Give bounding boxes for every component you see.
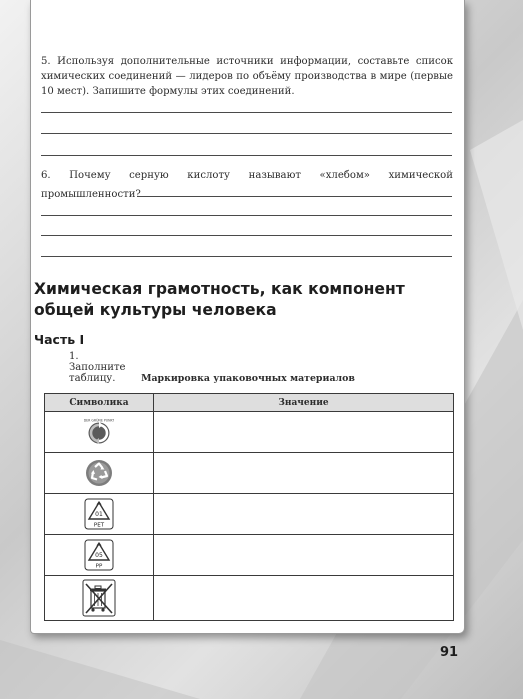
answer-line (137, 196, 452, 197)
symbol-cell (45, 535, 154, 576)
table-header-row (45, 394, 454, 412)
answer-line (41, 235, 452, 236)
header-symbol: Символика (45, 394, 154, 412)
symbol-cell (45, 576, 154, 621)
question-6-text: 6. Почему серную кислоту называют «хлебом» химической промышленности? (41, 170, 453, 200)
green-dot-icon (84, 417, 114, 447)
table-caption: Маркировка упаковочных материалов (141, 373, 355, 384)
pet-01-recycling-icon (84, 498, 114, 530)
answer-line (41, 133, 452, 134)
answer-line (41, 256, 452, 257)
part-heading: Часть I (34, 332, 85, 347)
meaning-cell[interactable] (154, 576, 454, 621)
pp-label: PP (95, 563, 103, 570)
answer-line (41, 215, 452, 216)
pp-05-recycling-icon (84, 539, 114, 571)
pet-code: 01 (95, 511, 103, 518)
header-meaning: Значение (154, 394, 454, 412)
meaning-cell[interactable] (154, 453, 454, 494)
pp-code: 05 (95, 552, 103, 559)
answer-line (41, 112, 452, 113)
green-dot-label: DER GRÜNE PUNKT (84, 418, 114, 423)
table-row (45, 412, 454, 453)
section-title: Химическая грамотность, как компонент общей культуры человека (34, 280, 405, 319)
symbol-cell (45, 412, 154, 453)
answer-line (41, 155, 452, 156)
task-instruction: 1. Заполните таблицу. (69, 351, 126, 384)
marking-table (44, 393, 454, 621)
recycling-circle-icon (84, 458, 114, 488)
table-row (45, 494, 454, 535)
meaning-cell[interactable] (154, 412, 454, 453)
pet-label: PET (93, 522, 105, 529)
page-number: 91 (440, 645, 459, 660)
symbol-cell (45, 494, 154, 535)
table-row (45, 453, 454, 494)
table-row (45, 535, 454, 576)
symbol-cell (45, 453, 154, 494)
table-row (45, 576, 454, 621)
question-5-text: 5. Используя дополнительные источники информации, составьте список химических соединений — лидеров по объёму производства в мире (первые 10 мест). Запишите формулы этих соединений. (41, 56, 453, 97)
crossed-out-bin-icon (82, 579, 116, 617)
meaning-cell[interactable] (154, 494, 454, 535)
meaning-cell[interactable] (154, 535, 454, 576)
